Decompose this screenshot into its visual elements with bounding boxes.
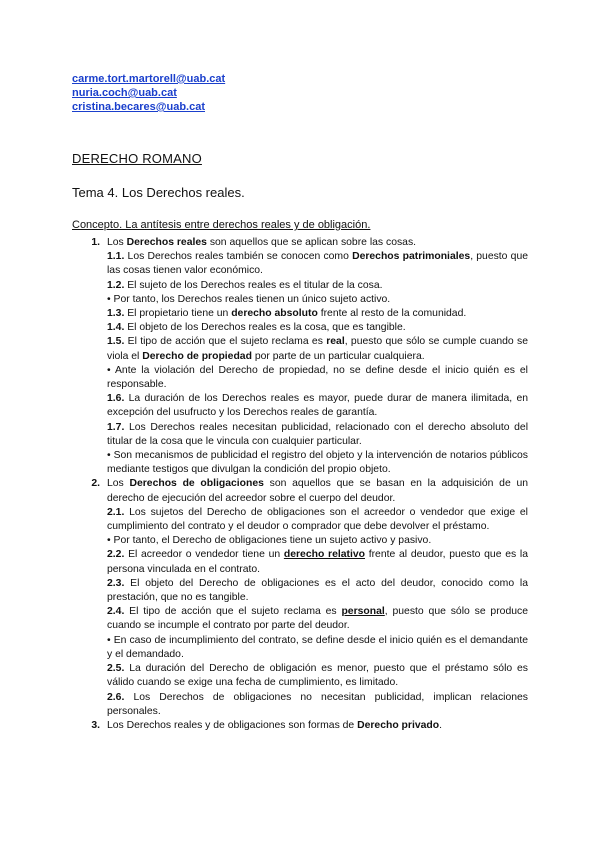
item-intro: Los Derechos de obligaciones son aquellos que se basan en la adquisición de un derecho de ejecución del acreedor sobre el cuerpo del deudor. xyxy=(107,478,528,504)
subpoint-1-5: 1.5. El tipo de acción que el sujeto reclama es real, puesto que sólo se cumple cuando se viola el Derecho de propiedad por parte de un particular cualquiera. xyxy=(107,336,528,362)
bullet-note: • Ante la violación del Derecho de propiedad, no se define desde el inicio quién es el responsable. xyxy=(107,364,528,391)
email-list xyxy=(72,72,225,114)
list-item-body xyxy=(107,236,528,477)
list-number: 1. xyxy=(91,237,100,248)
bullet-note: • Por tanto, el Derecho de obligaciones tiene un sujeto activo y pasivo. xyxy=(107,535,432,547)
bullet-note: • En caso de incumplimiento del contrato, se define desde el inicio quién es el demandante y el demandado. xyxy=(107,634,528,660)
list-number: 3. xyxy=(91,719,100,731)
course-title: DERECHO ROMANO xyxy=(72,151,202,166)
subpoint-2-2: 2.2. El acreedor o vendedor tiene un derecho relativo frente al deudor, puesto que es la persona vinculada en el contrato. xyxy=(107,549,528,575)
item-intro: Los Derechos reales son aquellos que se aplican sobre las cosas. xyxy=(107,237,417,248)
list-number: 2. xyxy=(91,478,100,490)
email-link-2[interactable]: nuria.coch@uab.cat xyxy=(72,87,177,99)
bullet-note: • Son mecanismos de publicidad el registro del objeto y la intervención de notarios públicos mediante testigos que divulgan la condición del propio objeto. xyxy=(107,450,528,476)
subpoint-2-1: 2.1. Los sujetos del Derecho de obligaciones son el acreedor o vendedor que exige el cumplimiento del contrato y el deudor o comprador que debe devolver el préstamo. xyxy=(107,506,528,533)
list-item-3 xyxy=(72,719,528,733)
email-link-1[interactable]: carme.tort.martorell@uab.cat xyxy=(72,73,226,85)
list-item-body xyxy=(107,477,528,718)
list-item-1 xyxy=(72,236,528,477)
email-link-3[interactable]: cristina.becares@uab.cat xyxy=(72,101,206,113)
numbered-list xyxy=(72,236,528,733)
subpoint-1-7: 1.7. Los Derechos reales necesitan publicidad, relacionado con el derecho absoluto del titular de la cosa que le vincula con cualquier particular. xyxy=(107,421,528,447)
list-item-body xyxy=(107,719,528,733)
subpoint-1-2: 1.2. El sujeto de los Derechos reales es el titular de la cosa. xyxy=(107,279,383,291)
section-heading: Concepto. La antítesis entre derechos reales y de obligación. xyxy=(72,219,371,231)
item-intro: Los Derechos reales y de obligaciones son formas de Derecho privado. xyxy=(107,719,442,731)
subpoint-1-3: 1.3. El propietario tiene un derecho absoluto frente al resto de la comunidad. xyxy=(107,308,467,320)
subpoint-1-4: 1.4. El objeto de los Derechos reales es la cosa, que es tangible. xyxy=(107,322,406,334)
subpoint-1-1: 1.1. Los Derechos reales también se conocen como Derechos patrimoniales, puesto que las cosas tienen valor económico. xyxy=(107,251,528,277)
subpoint-1-6: 1.6. La duración de los Derechos reales es mayor, puede durar de manera ilimitada, en excepción del usufructo y los Derechos reales de garantía. xyxy=(107,393,528,419)
subpoint-2-5: 2.5. La duración del Derecho de obligación es menor, puesto que el préstamo sólo es válido cuando se exige una fecha de cumplimiento, es limitado. xyxy=(107,663,528,689)
subpoint-2-6: 2.6. Los Derechos de obligaciones no necesitan publicidad, implican relaciones personales. xyxy=(107,691,528,717)
subpoint-2-3: 2.3. El objeto del Derecho de obligaciones es el acto del deudor, conocido como la prestación, que no es tangible. xyxy=(107,577,528,604)
topic-heading: Tema 4. Los Derechos reales. xyxy=(72,185,245,200)
bullet-note: • Por tanto, los Derechos reales tienen un único sujeto activo. xyxy=(107,293,391,305)
subpoint-2-4: 2.4. El tipo de acción que el sujeto reclama es personal, puesto que sólo se produce cuando se incumple el contrato por parte del deudor. xyxy=(107,606,528,632)
list-item-2 xyxy=(72,477,528,718)
